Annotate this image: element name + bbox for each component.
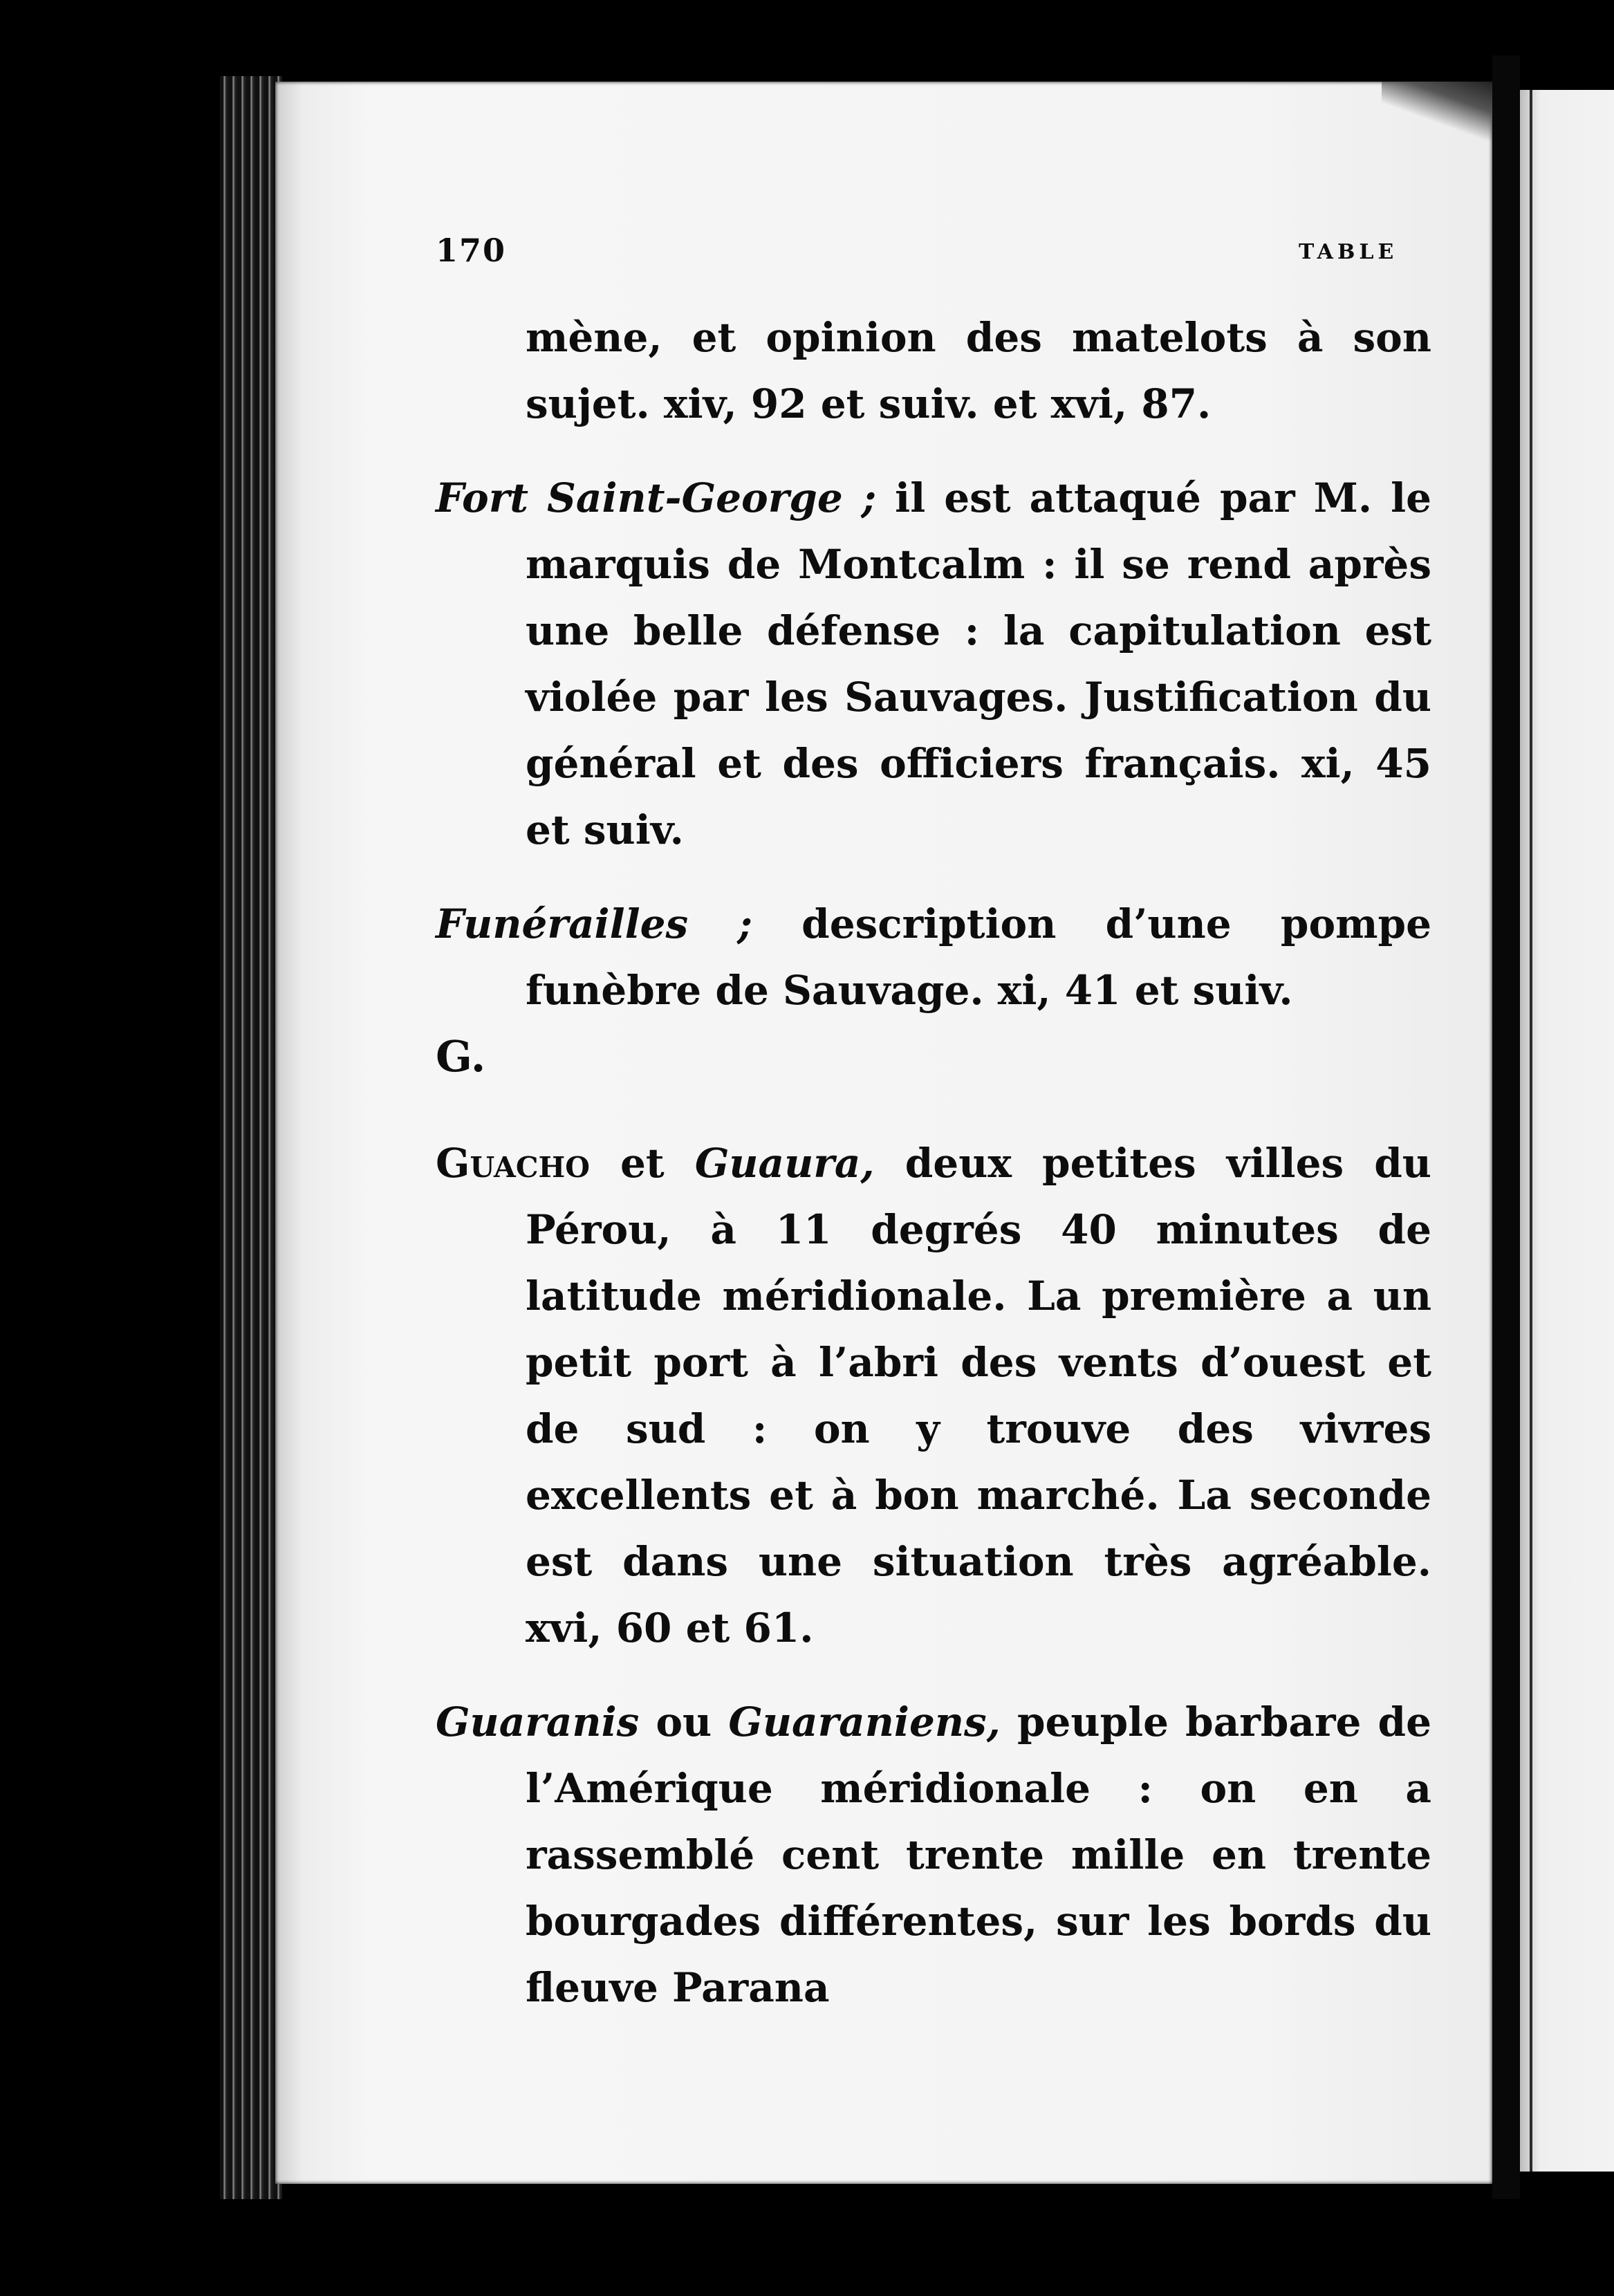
section-letter: G.: [436, 1031, 486, 1082]
index-entry-continuation: [436, 304, 1431, 437]
entry-term: Funérailles ;: [436, 900, 752, 947]
entry-text: deux petites villes du Pérou, à 11 degrés 40 minutes de latitude méridionale. La première a un petit port à l’abri des vents d’ouest et de sud : on y trouve des vivres excellents et à bon marché. La seconde est dans une situation très agréable. xvi, 60 et 61.: [526, 1140, 1431, 1651]
index-entry-funerailles: [436, 891, 1431, 1024]
entry-connector: et: [620, 1140, 665, 1187]
entry-term: Guaranis: [436, 1698, 640, 1746]
book-gutter: [1492, 55, 1520, 2199]
section-title: TABLE: [1299, 240, 1398, 264]
running-head: [436, 232, 1418, 273]
entry-text: peuple barbare de l’Amérique méridionale : on en a rassemblé cent trente mille en trente bourgades différentes, sur les bords du fleuve Parana: [526, 1698, 1431, 2011]
page-number: 170: [436, 232, 507, 269]
entry-term-secondary: Guaura,: [694, 1140, 875, 1187]
entry-text: il est attaqué par M. le marquis de Montcalm : il se rend après une belle défense : la capitulation est violée par les Sauvages. Justification du général et des officiers français. xi, 45 et suiv.: [526, 474, 1432, 853]
entry-text: description d’une pompe funèbre de Sauvage. xi, 41 et suiv.: [526, 900, 1431, 1014]
entry-term-secondary: Guaraniens,: [728, 1698, 1001, 1746]
entry-term: Guacho: [436, 1140, 590, 1187]
index-text: [436, 304, 1431, 2021]
entry-term: Fort Saint-George ;: [436, 474, 877, 521]
facing-page-rule: [1530, 90, 1532, 2172]
entry-text: mène, et opinion des matelots à son sujet. xiv, 92 et suiv. et xvi, 87.: [526, 314, 1431, 427]
facing-page-edge: [1520, 90, 1614, 2172]
index-entry-guaranis: [436, 1689, 1431, 2021]
page-stack-edges: [220, 76, 282, 2199]
entry-connector: ou: [656, 1698, 712, 1746]
index-entry-guacho: [436, 1130, 1431, 1661]
index-entry-fort-saint-george: [436, 465, 1431, 863]
